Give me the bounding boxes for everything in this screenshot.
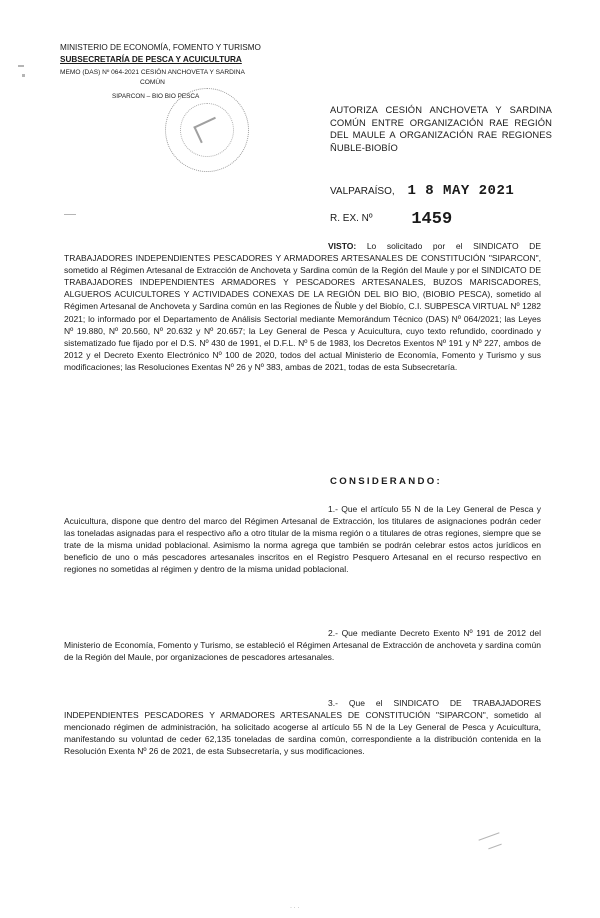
margin-mark (64, 214, 76, 215)
considerando-item-2 (64, 627, 541, 663)
margin-mark (478, 832, 499, 840)
considerando-text: Que el SINDICATO DE TRABAJADORES INDEPENDIENTES PESCADORES Y ARMADORES ARTESANALES DE CONSTITUCIÓN "SIPARCON", sometido al mencionado régimen de administración, ha solicitado acogerse al artículo 55 N de la Ley General de Pesca y Acuicultura, manifestando su voluntad de ceder 62,135 toneladas de sardina común, correspondiente a la distribución contenida en la Resolución Exenta Nº 26 de 2021, de esta Subsecretaría, y sus modificaciones. (64, 698, 541, 757)
date-label: VALPARAÍSO, (330, 186, 395, 197)
date-row (330, 183, 514, 199)
visto-paragraph (64, 240, 541, 373)
visto-text: Lo solicitado por el SINDICATO DE TRABAJADORES INDEPENDIENTES PESCADORES Y ARMADORES ARTESANALES DE CONSTITUCIÓN "SIPARCON", sometido al Régimen Artesanal de Extracción de Anchoveta y Sardina común de la Región del Maule y por el SINDICATO DE TRABAJADORES INDEPENDIENTES ARMADORES Y PESCADORES ARTESANALES, BUZOS MARISCADORES, ALGUEROS ACUICULTORES Y ACTIVIDADES CONEXAS DE LA REGIÓN DEL BIO BIO, (BIOBIO PESCA), sometido al Régimen Artesanal de Anchoveta y Sardina común en las Regiones de Ñuble y del Biobío, C.I. SUBPESCA VIRTUAL Nº 1282 2021; lo informado por el Departamento de Análisis Sectorial mediante Memorándum Técnico (DAS) Nº 064/2021; las Leyes Nº 19.880, Nº 20.560, Nº 20.632 y Nº 20.657; la Ley General de Pesca y Acuicultura, cuyo texto refundido, coordinado y sistematizado fue fijado por el D.S. Nº 430 de 1991, el D.F.L. Nº 5 de 1983, los Decretos Exentos Nº 191 y Nº 227, ambos de 2012 y el Decreto Exento Electrónico Nº 100 de 2020, todos del actual Ministerio de Economía, Fomento y Turismo y sus modificaciones; las Resoluciones Exentas Nº 26 y Nº 383, ambas de 2021, todas de esta Subsecretaría. (64, 241, 541, 372)
considerando-item-1 (64, 503, 541, 576)
considerando-number: 1.- (328, 504, 338, 514)
considerando-item-3 (64, 697, 541, 757)
considerando-heading: CONSIDERANDO: (330, 476, 442, 487)
considerando-text: Que mediante Decreto Exento Nº 191 de 2012 del Ministerio de Economía, Fomento y Turismo, se estableció el Régimen Artesanal de Extracción de anchoveta y sardina común de la Región del Maule, por organizaciones de pescadores artesanales. (64, 628, 541, 663)
considerando-number: 3.- (328, 698, 338, 708)
resolution-number: 1459 (411, 210, 453, 229)
official-stamp (165, 88, 249, 172)
margin-mark (22, 74, 25, 77)
visto-label: VISTO: (328, 241, 357, 251)
margin-mark (18, 65, 24, 67)
considerando-number: 2.- (328, 628, 338, 638)
resolution-subject: AUTORIZA CESIÓN ANCHOVETA Y SARDINA COMÚN ENTRE ORGANIZACIÓN RAE REGIÓN DEL MAULE A ORGANIZACIÓN RAE REGIONES ÑUBLE-BIOBÍO (330, 104, 552, 153)
page-marker: · · · (290, 905, 300, 911)
resolution-number-row (330, 210, 452, 229)
distribution-line: SIPARCON – BIO BIO PESCA (112, 93, 200, 100)
subsecretaria-name: SUBSECRETARÍA DE PESCA Y ACUICULTURA (60, 55, 242, 64)
ministry-name: MINISTERIO DE ECONOMÍA, FOMENTO Y TURISMO (60, 43, 261, 52)
resolution-number-label: R. EX. Nº (330, 213, 373, 224)
date-stamp: 1 8 MAY 2021 (407, 183, 515, 199)
considerando-text: Que el artículo 55 N de la Ley General de Pesca y Acuicultura, dispone que dentro del marco del Régimen Artesanal de Extracción, los titulares de asignaciones podrán ceder las toneladas asignadas para el respectivo año a otro titular de la misma región o a titulares de otras regiones, siempre que se trate de la misma unidad poblacional. Asimismo la norma agrega que también se podrán celebrar estos actos jurídicos en beneficio de uno o más pescadores artesanales inscritos en el Registro Pesquero Artesanal en el recurso respectivo en regiones no sometidas al régimen y dentro de la misma unidad poblacional. (64, 504, 541, 575)
memo-reference-continued: COMÚN (140, 79, 165, 86)
memo-reference: MEMO (DAS) Nº 064-2021 CESIÓN ANCHOVETA Y SARDINA (60, 69, 245, 76)
margin-mark (488, 844, 501, 850)
